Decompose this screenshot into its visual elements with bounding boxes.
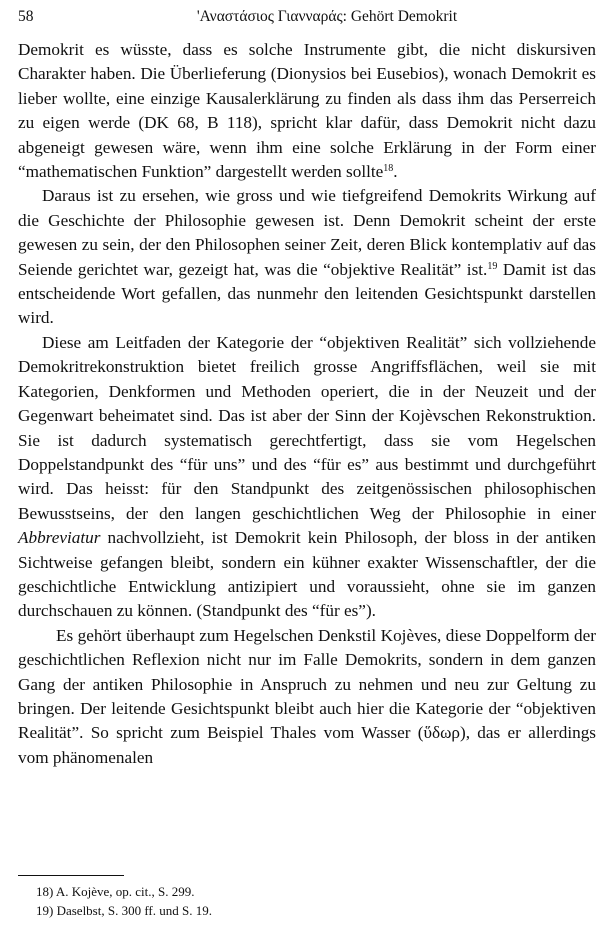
paragraph-3 — [18, 331, 596, 624]
footnote-19: 19) Daselbst, S. 300 ff. und S. 19. — [36, 903, 212, 918]
page-header — [18, 6, 596, 28]
footnote-18: 18) A. Kojève, op. cit., S. 299. — [36, 884, 195, 899]
footnote-reference: 19 — [487, 260, 498, 272]
paragraph-2 — [18, 184, 596, 330]
paragraph-text: Daraus ist zu ersehen, wie gross und wie tiefgreifend Demokrits Wirkung auf die Geschichte der Philosophie gewesen ist. Denn Demokrit scheint der erste gewesen zu sein, der den Philosophen seiner Zeit, deren Blick kontemplativ auf das Seiende gerichtet war, gezeigt hat, was die “objektive Realität” ist. — [18, 186, 596, 279]
paragraph-text-end: nachvollzieht, ist Demokrit kein Philosoph, der bloss in der antiken Sichtweise gefangen bleibt, sondern ein kühner exakter Wissenschaftler, der die geschichtliche Entwicklung antizipiert und voraussieht, ohne sie im ganzen durchschauen zu können. (Standpunkt des “für es”). — [18, 528, 596, 621]
paragraph-text: Demokrit es wüsste, dass es solche Instrumente gibt, die nicht diskursiven Charakter haben. Die Überlieferung (Dionysios bei Eusebios), wonach Demokrit es lieber wollte, eine einzige Kausalerklärung zu finden als dass ihm das Perserreich zu eigen werde (DK 68, B 118), spricht klar dafür, dass Demokrit nicht dazu abgeneigt gewesen wäre, wenn ihm eine solche Erklärung in der Form einer “mathematischen Funktion” dargestellt werden sollte — [18, 40, 596, 182]
paragraph-4 — [18, 624, 596, 770]
footnotes — [36, 882, 576, 920]
page-number: 58 — [18, 8, 34, 25]
paragraph-text: Es gehört überhaupt zum Hegelschen Denkstil Kojèves, diese Doppelform der geschichtlichen Reflexion nicht nur im Falle Demokrits, sondern in dem ganzen Gang der antiken Philosophie in Anspruch zu nehmen und neu zur Geltung zu bringen. Der leitende Gesichtspunkt bleibt auch hier die Kategorie der “objektiven Realität”. So spricht zum Beispiel Thales vom Wasser (ὕδωρ), das er allerdings vom phänomenalen — [18, 625, 596, 767]
footnote-separator — [18, 875, 124, 876]
running-head: 'Αναστάσιος Γιανναράς: Gehört Demokrit — [196, 8, 458, 25]
paragraph-text-end: . — [393, 162, 398, 182]
emphasized-word: Abbreviatur — [18, 528, 101, 548]
footnote-reference: 18 — [383, 163, 394, 175]
paragraph-1 — [18, 38, 596, 184]
paragraph-text: Diese am Leitfaden der Kategorie der “objektiven Realität” sich vollziehende Demokritrekonstruktion bietet freilich grosse Angriffsflächen, weil sie mit Kategorien, Denkformen und Methoden operiert, die in der Neuzeit und der Gegenwart beheimatet sind. Das ist aber der Sinn der Kojèvschen Rekonstruktion. Sie ist dadurch systematisch gerechtfertigt, dass sie vom Hegelschen Doppelstandpunkt des “für uns” und des “für es” aus bestimmt und durchgeführt wird. Das heisst: für den Standpunkt des zeitgenössischen philosophischen Bewusstseins, der den langen geschichtlichen Weg der Philosophie in einer — [18, 332, 596, 523]
paragraph-text-end: Damit ist das entscheidende Wort gefallen, das nunmehr den leitenden Gesichtspunkt darstellen wird. — [18, 259, 596, 328]
main-text — [18, 38, 596, 770]
